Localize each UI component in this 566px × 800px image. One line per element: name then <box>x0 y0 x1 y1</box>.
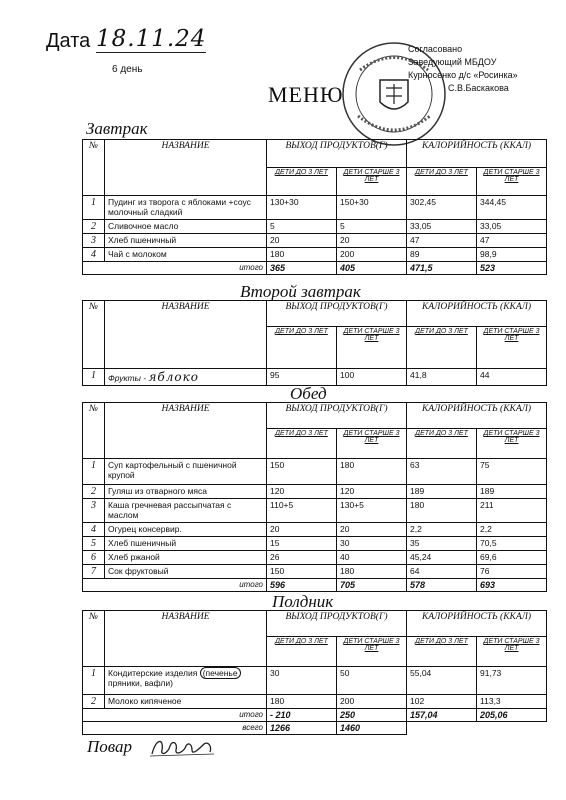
approval-line: Согласовано <box>408 44 463 54</box>
date-label: Дата <box>46 30 91 52</box>
row-output-over3: 180 <box>337 459 407 485</box>
row-cal-under3: 2,2 <box>407 523 477 537</box>
row-output-under3: 20 <box>267 234 337 248</box>
row-cal-under3: 47 <box>407 234 477 248</box>
row-cal-under3: 180 <box>407 499 477 523</box>
total-output-over3: 705 <box>337 579 407 592</box>
total-output-over3: 405 <box>337 262 407 275</box>
grand-total-under3: 1266 <box>267 722 337 735</box>
row-name: Хлеб ржаной <box>105 551 267 565</box>
row-output-under3: 180 <box>267 248 337 262</box>
row-cal-under3: 64 <box>407 565 477 579</box>
row-output-over3: 20 <box>337 234 407 248</box>
row-output-over3: 5 <box>337 220 407 234</box>
row-output-over3: 180 <box>337 565 407 579</box>
col-calories: КАЛОРИЙНОСТЬ (ККАЛ) <box>407 611 547 637</box>
row-output-over3: 40 <box>337 551 407 565</box>
total-cal-under3: 578 <box>407 579 477 592</box>
row-output-over3: 200 <box>337 248 407 262</box>
approval-block <box>408 43 518 95</box>
row-cal-over3: 2,2 <box>477 523 547 537</box>
row-output-under3: 150 <box>267 565 337 579</box>
row-cal-under3: 63 <box>407 459 477 485</box>
menu-title: МЕНЮ <box>268 82 344 107</box>
row-name <box>105 667 267 695</box>
col-num: № <box>83 140 105 196</box>
snack-table <box>82 610 547 735</box>
col-over3: ДЕТИ СТАРШЕ 3 ЛЕТ <box>337 327 407 369</box>
row-name-text: пряники, вафли) <box>108 678 173 688</box>
row-output-over3: 30 <box>337 537 407 551</box>
table-row <box>83 459 547 485</box>
total-output-under3: 596 <box>267 579 337 592</box>
row-cal-under3: 89 <box>407 248 477 262</box>
row-num: 3 <box>83 234 105 248</box>
row-output-over3: 100 <box>337 369 407 386</box>
row-name-text: Фрукты - <box>108 373 147 383</box>
table-row <box>83 551 547 565</box>
cook-signature <box>148 734 218 760</box>
col-num: № <box>83 611 105 667</box>
table-row <box>83 234 547 248</box>
row-num: 6 <box>83 551 105 565</box>
row-cal-under3: 35 <box>407 537 477 551</box>
total-cal-over3: 523 <box>477 262 547 275</box>
row-cal-under3: 102 <box>407 695 477 709</box>
row-num: 4 <box>83 248 105 262</box>
col-over3: ДЕТИ СТАРШЕ 3 ЛЕТ <box>477 429 547 459</box>
row-output-over3: 120 <box>337 485 407 499</box>
grand-total-row <box>83 722 547 735</box>
row-name: Огурец консервир. <box>105 523 267 537</box>
table-row <box>83 369 547 386</box>
row-name: Суп картофельный с пшеничной крупой <box>105 459 267 485</box>
row-cal-over3: 98,9 <box>477 248 547 262</box>
row-cal-under3: 55,04 <box>407 667 477 695</box>
col-name: НАЗВАНИЕ <box>105 611 267 667</box>
row-output-under3: 30 <box>267 667 337 695</box>
row-name <box>105 369 267 386</box>
row-cal-over3: 44 <box>477 369 547 386</box>
section-title-second-breakfast: Второй завтрак <box>240 282 361 301</box>
col-under3: ДЕТИ ДО 3 ЛЕТ <box>407 168 477 196</box>
row-name: Сливочное масло <box>105 220 267 234</box>
table-row <box>83 196 547 220</box>
row-output-under3: 120 <box>267 485 337 499</box>
row-num: 4 <box>83 523 105 537</box>
total-label: итого <box>83 262 267 275</box>
row-num: 1 <box>83 196 105 220</box>
col-output: ВЫХОД ПРОДУКТОВ(Г) <box>267 301 407 327</box>
row-output-under3: 5 <box>267 220 337 234</box>
section-title-lunch: Обед <box>290 384 327 403</box>
handwritten-fruit: яблоко <box>148 370 199 384</box>
col-over3: ДЕТИ СТАРШЕ 3 ЛЕТ <box>477 168 547 196</box>
section-title-snack: Полдник <box>272 592 334 611</box>
row-cal-over3: 75 <box>477 459 547 485</box>
day-label: 6 день <box>112 64 143 75</box>
row-output-over3: 200 <box>337 695 407 709</box>
total-cal-under3: 471,5 <box>407 262 477 275</box>
row-num: 7 <box>83 565 105 579</box>
col-name: НАЗВАНИЕ <box>105 403 267 459</box>
row-output-over3: 130+5 <box>337 499 407 523</box>
row-output-under3: 130+30 <box>267 196 337 220</box>
col-num: № <box>83 301 105 369</box>
row-cal-over3: 47 <box>477 234 547 248</box>
total-output-under3: 365 <box>267 262 337 275</box>
total-output-over3: 250 <box>337 709 407 722</box>
row-name: Хлеб пшеничный <box>105 234 267 248</box>
table-row <box>83 537 547 551</box>
table-row <box>83 248 547 262</box>
row-name: Молоко кипяченое <box>105 695 267 709</box>
breakfast-table <box>82 139 547 275</box>
col-over3: ДЕТИ СТАРШЕ 3 ЛЕТ <box>477 637 547 667</box>
row-name: Пудинг из творога с яблоками +соус молочный сладкий <box>105 196 267 220</box>
col-under3: ДЕТИ ДО 3 ЛЕТ <box>267 637 337 667</box>
row-num: 2 <box>83 220 105 234</box>
row-output-under3: 26 <box>267 551 337 565</box>
row-cal-over3: 189 <box>477 485 547 499</box>
col-under3: ДЕТИ ДО 3 ЛЕТ <box>267 168 337 196</box>
row-output-under3: 15 <box>267 537 337 551</box>
table-row <box>83 220 547 234</box>
row-cal-over3: 76 <box>477 565 547 579</box>
col-calories: КАЛОРИЙНОСТЬ (ККАЛ) <box>407 140 547 168</box>
row-output-over3: 20 <box>337 523 407 537</box>
row-cal-over3: 70,5 <box>477 537 547 551</box>
col-calories: КАЛОРИЙНОСТЬ (ККАЛ) <box>407 403 547 429</box>
table-row <box>83 485 547 499</box>
lunch-table <box>82 402 547 592</box>
col-under3: ДЕТИ ДО 3 ЛЕТ <box>407 637 477 667</box>
col-under3: ДЕТИ ДО 3 ЛЕТ <box>407 429 477 459</box>
total-output-under3: - 210 <box>267 709 337 722</box>
row-num: 1 <box>83 459 105 485</box>
table-row <box>83 667 547 695</box>
col-output: ВЫХОД ПРОДУКТОВ(Г) <box>267 140 407 168</box>
section-title-breakfast: Завтрак <box>86 119 148 138</box>
second-breakfast-table <box>82 300 547 386</box>
row-num: 5 <box>83 537 105 551</box>
row-name: Сок фруктовый <box>105 565 267 579</box>
total-row <box>83 709 547 722</box>
row-num: 2 <box>83 695 105 709</box>
row-cal-over3: 211 <box>477 499 547 523</box>
table-row <box>83 695 547 709</box>
total-label: итого <box>83 709 267 722</box>
date-value: 18.11.24 <box>96 26 207 52</box>
row-name: Каша гречневая рассыпчатая с маслом <box>105 499 267 523</box>
row-cal-over3: 344,45 <box>477 196 547 220</box>
approval-line: Заведующий МБДОУ <box>408 57 497 67</box>
row-output-over3: 150+30 <box>337 196 407 220</box>
approval-line: С.В.Баскакова <box>448 83 509 93</box>
circled-item: (печенье <box>200 667 241 679</box>
total-row <box>83 262 547 275</box>
table-row <box>83 523 547 537</box>
row-cal-under3: 33,05 <box>407 220 477 234</box>
col-under3: ДЕТИ ДО 3 ЛЕТ <box>407 327 477 369</box>
col-name: НАЗВАНИЕ <box>105 301 267 369</box>
col-over3: ДЕТИ СТАРШЕ 3 ЛЕТ <box>337 168 407 196</box>
col-output: ВЫХОД ПРОДУКТОВ(Г) <box>267 403 407 429</box>
col-over3: ДЕТИ СТАРШЕ 3 ЛЕТ <box>337 637 407 667</box>
table-row <box>83 565 547 579</box>
grand-total-label: всего <box>83 722 267 735</box>
table-row <box>83 499 547 523</box>
col-over3: ДЕТИ СТАРШЕ 3 ЛЕТ <box>477 327 547 369</box>
row-num: 1 <box>83 667 105 695</box>
row-output-over3: 50 <box>337 667 407 695</box>
empty-cell <box>477 722 547 735</box>
approval-line: Курносенко д/с «Росинка» <box>408 70 518 80</box>
total-cal-over3: 205,06 <box>477 709 547 722</box>
row-cal-over3: 91,73 <box>477 667 547 695</box>
grand-total-over3: 1460 <box>337 722 407 735</box>
col-num: № <box>83 403 105 459</box>
total-cal-over3: 693 <box>477 579 547 592</box>
row-cal-under3: 189 <box>407 485 477 499</box>
row-cal-over3: 69,6 <box>477 551 547 565</box>
total-label: итого <box>83 579 267 592</box>
col-under3: ДЕТИ ДО 3 ЛЕТ <box>267 327 337 369</box>
row-cal-under3: 45,24 <box>407 551 477 565</box>
row-cal-under3: 41,8 <box>407 369 477 386</box>
row-cal-under3: 302,45 <box>407 196 477 220</box>
col-output: ВЫХОД ПРОДУКТОВ(Г) <box>267 611 407 637</box>
cook-label: Повар <box>87 737 133 756</box>
row-num: 1 <box>83 369 105 386</box>
row-num: 3 <box>83 499 105 523</box>
row-cal-over3: 113,3 <box>477 695 547 709</box>
row-num: 2 <box>83 485 105 499</box>
row-name: Чай с молоком <box>105 248 267 262</box>
col-over3: ДЕТИ СТАРШЕ 3 ЛЕТ <box>337 429 407 459</box>
row-output-under3: 110+5 <box>267 499 337 523</box>
row-name: Хлеб пшеничный <box>105 537 267 551</box>
row-output-under3: 20 <box>267 523 337 537</box>
total-cal-under3: 157,04 <box>407 709 477 722</box>
col-calories: КАЛОРИЙНОСТЬ (ККАЛ) <box>407 301 547 327</box>
row-output-under3: 180 <box>267 695 337 709</box>
row-output-under3: 150 <box>267 459 337 485</box>
row-output-under3: 95 <box>267 369 337 386</box>
row-name-text: Кондитерские изделия <box>108 668 200 678</box>
col-under3: ДЕТИ ДО 3 ЛЕТ <box>267 429 337 459</box>
empty-cell <box>407 722 477 735</box>
row-cal-over3: 33,05 <box>477 220 547 234</box>
total-row <box>83 579 547 592</box>
col-name: НАЗВАНИЕ <box>105 140 267 196</box>
row-name: Гуляш из отварного мяса <box>105 485 267 499</box>
